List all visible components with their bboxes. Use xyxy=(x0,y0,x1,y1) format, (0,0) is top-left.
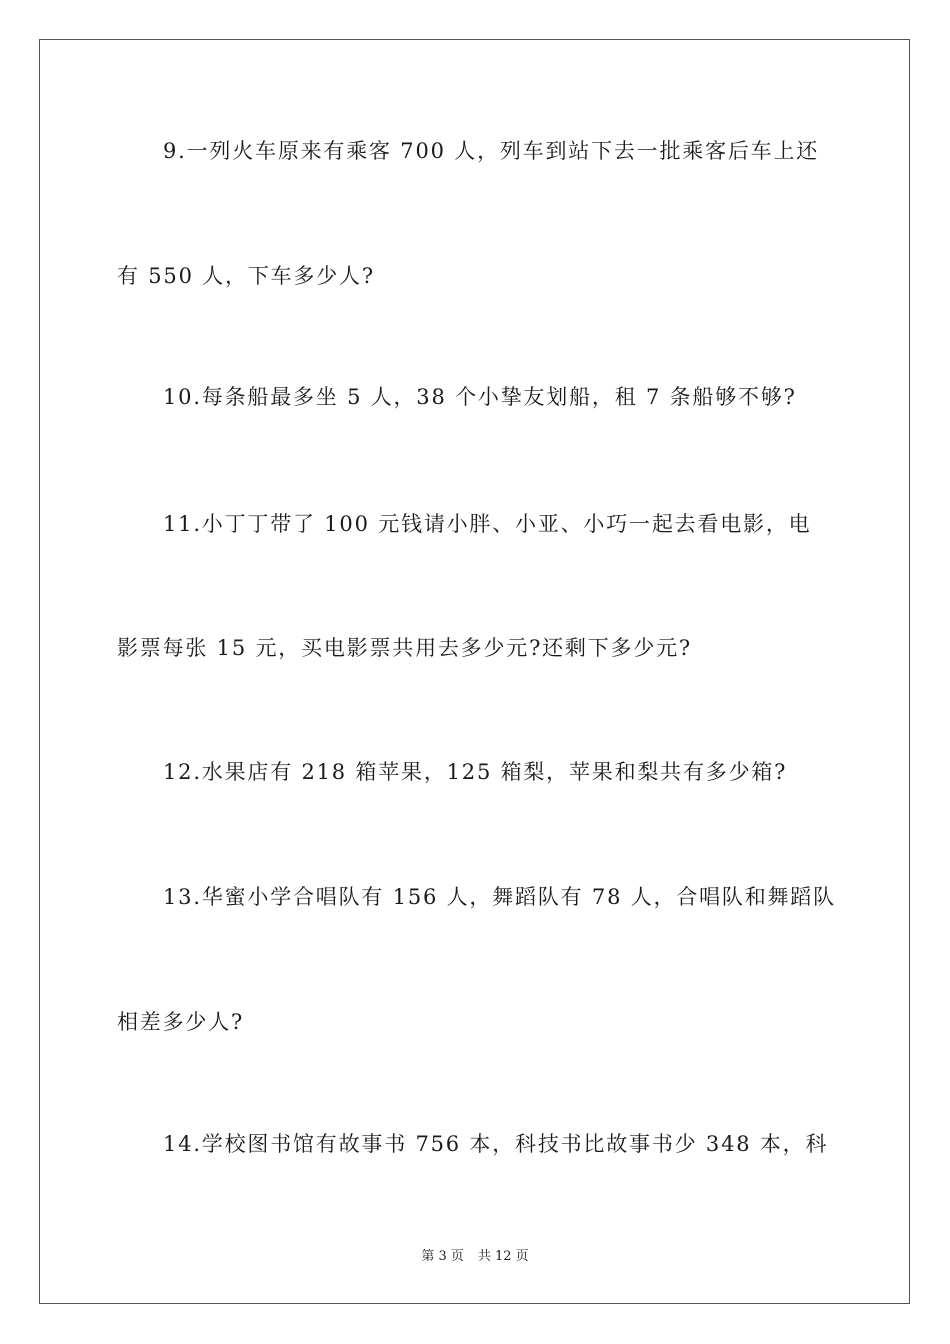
problem-9-line-1: 9.一列火车原来有乘客 700 人，列车到站下去一批乘客后车上还 xyxy=(163,139,820,163)
problem-13-line-1: 13.华蜜小学合唱队有 156 人，舞蹈队有 78 人，合唱队和舞蹈队 xyxy=(163,885,836,909)
page-total-label: 共 12 页 xyxy=(477,1249,529,1264)
problem-11-line-2: 影票每张 15 元，买电影票共用去多少元?还剩下多少元? xyxy=(117,636,692,660)
problem-11-line-1: 11.小丁丁带了 100 元钱请小胖、小亚、小巧一起去看电影，电 xyxy=(163,512,812,536)
problem-13-line-2: 相差多少人? xyxy=(117,1010,245,1034)
page-border xyxy=(39,39,910,1304)
problem-10-line-1: 10.每条船最多坐 5 人，38 个小挚友划船，租 7 条船够不够? xyxy=(163,385,797,409)
page-number-label: 第 3 页 xyxy=(421,1249,464,1264)
problem-14-line-1: 14.学校图书馆有故事书 756 本，科技书比故事书少 348 本，科 xyxy=(163,1132,829,1156)
page-footer xyxy=(0,1248,950,1266)
problem-12-line-1: 12.水果店有 218 箱苹果，125 箱梨，苹果和梨共有多少箱? xyxy=(163,760,788,784)
problem-9-line-2: 有 550 人，下车多少人? xyxy=(117,264,375,288)
